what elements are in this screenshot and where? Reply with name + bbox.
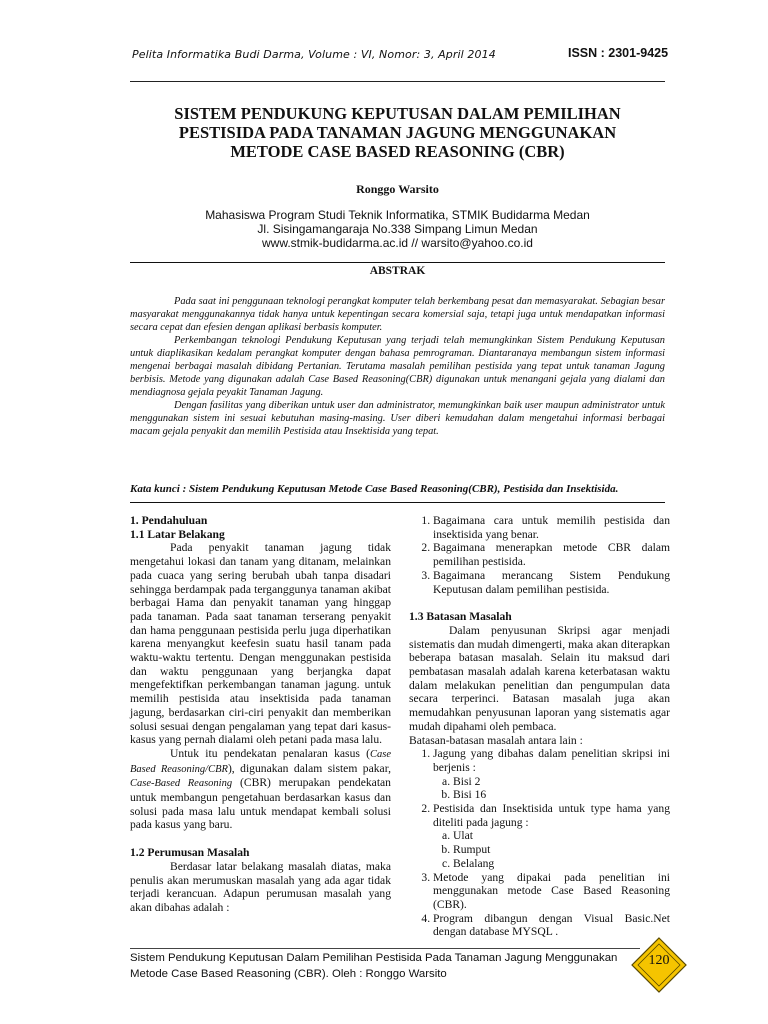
author-name: Ronggo Warsito <box>356 182 439 196</box>
affiliation-line: Jl. Sisingamangaraja No.338 Simpang Limun Medan <box>257 222 538 236</box>
abstract-divider <box>130 262 665 263</box>
left-column <box>130 514 391 915</box>
right-column <box>409 514 670 939</box>
body-paragraph: Berdasar latar belakang masalah diatas, maka penulis akan merumuskan masalah yang ada agar tidak terjadi kerancuan. Adapun perumusan masalah yang akan dibahas adalah : <box>130 859 391 914</box>
sub-list-item: a. Bisi 2 <box>453 775 670 789</box>
issn-label: ISSN : 2301-9425 <box>568 46 669 60</box>
list-item-text: Jagung yang dibahas dalam penelitian skripsi ini berjenis : <box>433 747 670 774</box>
sub-list <box>433 829 670 870</box>
page-number: 120 <box>648 953 670 968</box>
subsection-heading: 1.1 Latar Belakang <box>130 527 225 541</box>
keywords-divider <box>130 502 665 503</box>
affiliation <box>130 208 665 250</box>
subsection-heading: 1.3 Batasan Masalah <box>409 610 512 624</box>
journal-header: Pelita Informatika Budi Darma, Volume : VI, Nomor: 3, April 2014 <box>132 48 496 61</box>
body-paragraph: Batasan-batasan masalah antara lain : <box>409 733 583 747</box>
section-heading: 1. Pendahuluan <box>130 514 208 527</box>
title-line: SISTEM PENDUKUNG KEPUTUSAN DALAM PEMILIHAN <box>174 104 621 123</box>
list-item-text: Pestisida dan Insektisida untuk type hama yang diteliti pada jagung : <box>433 802 670 829</box>
footer-line: Sistem Pendukung Keputusan Dalam Pemilihan Pestisida Pada Tanaman Jagung Menggunakan <box>130 952 618 964</box>
sub-list-item: c. Belalang <box>453 857 670 871</box>
abstract-heading: ABSTRAK <box>369 265 426 277</box>
title-line: METODE CASE BASED REASONING (CBR) <box>230 142 565 161</box>
body-paragraph: Dalam penyusunan Skripsi agar menjadi sistematis dan mudah dimengerti, maka akan diterapkan beberapa batasan masalah. Selain itu maksud dari pembatasan masalah adalah karena keterbatasan waktu dalam melakukan penelitian dan pengumpulan data secara terperinci. Batasan masalah juga akan memudahkan penyusunan laporan yang sistematis agar mudah dipahami oleh pembaca. <box>409 623 670 733</box>
list-item <box>433 802 670 871</box>
subsection-heading: 1.2 Perumusan Masalah <box>130 846 250 860</box>
body-paragraph: Pada penyakit tanaman jagung tidak mengetahui lokasi dan tanam yang ditanam, melainkan pada cuaca yang sering berubah ubah tanpa disadari sehingga berdampak pada terganggunya tanaman akibat berbagai Hama dan penyakit tanaman yang hinggap pada tanaman. Pada saat tanaman terserang penyakit dan hama penggunaan pestisida perlu juga diperhatikan karena menyangkut keefesin suatu hasil tanam pada waktu-waktu tertentu. Dengan menggunakan pestisida dan waktu penggunaan yang berjangka dapat mengefektifkan perkembangan tanaman jagung. untuk memilih pestisida atau insektisida pada tanaman jagung, berdasarkan ciri-ciri penyakit dan memberikan solusi sesuai dengan pengalaman yang tepat dari kasus-kasus yang pernah dialami oleh petani pada masa lalu. <box>130 541 391 747</box>
list-item: 3. Bagaimana merancang Sistem Pendukung Keputusan dalam pemilihan pestisida. <box>433 569 670 596</box>
abstract-paragraph: Pada saat ini penggunaan teknologi perangkat komputer telah berkembang pesat dan memasyarakat. Sebagian besar masyarakat menggunakannya tidak hanya untuk kepentingan secara komersial saja, tetapi juga untuk mendapatkan informasi secara cepat dan efesien dengan aplikasi berbasis komputer. <box>130 296 665 333</box>
list-item: 2. Bagaimana menerapkan metode CBR dalam pemilihan pestisida. <box>433 541 670 568</box>
list-item <box>433 747 670 802</box>
abstract-body <box>130 295 665 438</box>
list-item: 1. Bagaimana cara untuk memilih pestisida dan insektisida yang benar. <box>433 514 670 541</box>
sub-list-item: a. Ulat <box>453 829 670 843</box>
title-line: PESTISIDA PADA TANAMAN JAGUNG MENGGUNAKAN <box>178 123 617 142</box>
sub-list-item: b. Bisi 16 <box>453 788 670 802</box>
affiliation-line: www.stmik-budidarma.ac.id // warsito@yahoo.co.id <box>262 236 533 250</box>
scope-list <box>409 747 670 939</box>
italic-term: Case-Based Reasoning <box>130 778 233 790</box>
abstract-paragraph: Dengan fasilitas yang diberikan untuk user dan administrator, memungkinkan baik user maupun administrator untuk menggunakan sistem ini sesuai kebutuhan masing-masing. User diberi kemudahan dalam mengetahui informasi berbagai macam gejala penyakit dan memilih Pestisida atau Insektisida yang tepat. <box>130 400 665 437</box>
header-divider <box>130 81 665 82</box>
list-item: 4. Program dibangun dengan Visual Basic.Net dengan database MYSQL . <box>433 912 670 939</box>
footer-divider <box>130 948 640 949</box>
affiliation-line: Mahasiswa Program Studi Teknik Informatika, STMIK Budidarma Medan <box>205 208 590 222</box>
sub-list-item: b. Rumput <box>453 843 670 857</box>
body-paragraph <box>130 747 391 832</box>
abstract-paragraph: Perkembangan teknologi Pendukung Keputusan yang terjadi telah memungkinkan Sistem Pendukung Keputusan untuk diaplikasikan kedalam perangkat komputer dengan bahasa pemrograman. Diantaranaya membangun sistem informasi mengenai berbagai masalah dibidang Pertanian. Terutama masalah pemilihan pestisida yang tepat untuk tanaman Jagung berbisis. Metode yang digunakan adalah Case Based Reasoning(CBR) digunakan untuk menangani gejala yang dialami dan mendiagnosa gejala peyakit Tanaman Jagung. <box>130 335 665 398</box>
text-run: (CBR) merupakan pendekatan untuk membangun pengetahuan berdasarkan kasus dan solusi pada masa lalu untuk mendapat kembali solusi pada kasus yang baru. <box>130 776 391 832</box>
keywords: Kata kunci : Sistem Pendukung Keputusan Metode Case Based Reasoning(CBR), Pestisida dan Insektisida. <box>130 483 619 495</box>
footer-line: Metode Case Based Reasoning (CBR). Oleh : Ronggo Warsito <box>130 968 447 980</box>
sub-list <box>433 775 670 802</box>
italic-term: Case Based Reasoning/CBR <box>130 748 391 775</box>
problem-list <box>409 514 670 596</box>
list-item: 3. Metode yang dipakai pada penelitian ini menggunakan metode Case Based Reasoning (CBR). <box>433 871 670 912</box>
footer-citation <box>130 950 660 982</box>
text-run: ), digunakan dalam sistem pakar, <box>227 761 391 775</box>
text-run: Untuk itu pendekatan penalaran kasus ( <box>170 746 370 760</box>
paper-title <box>130 104 665 161</box>
